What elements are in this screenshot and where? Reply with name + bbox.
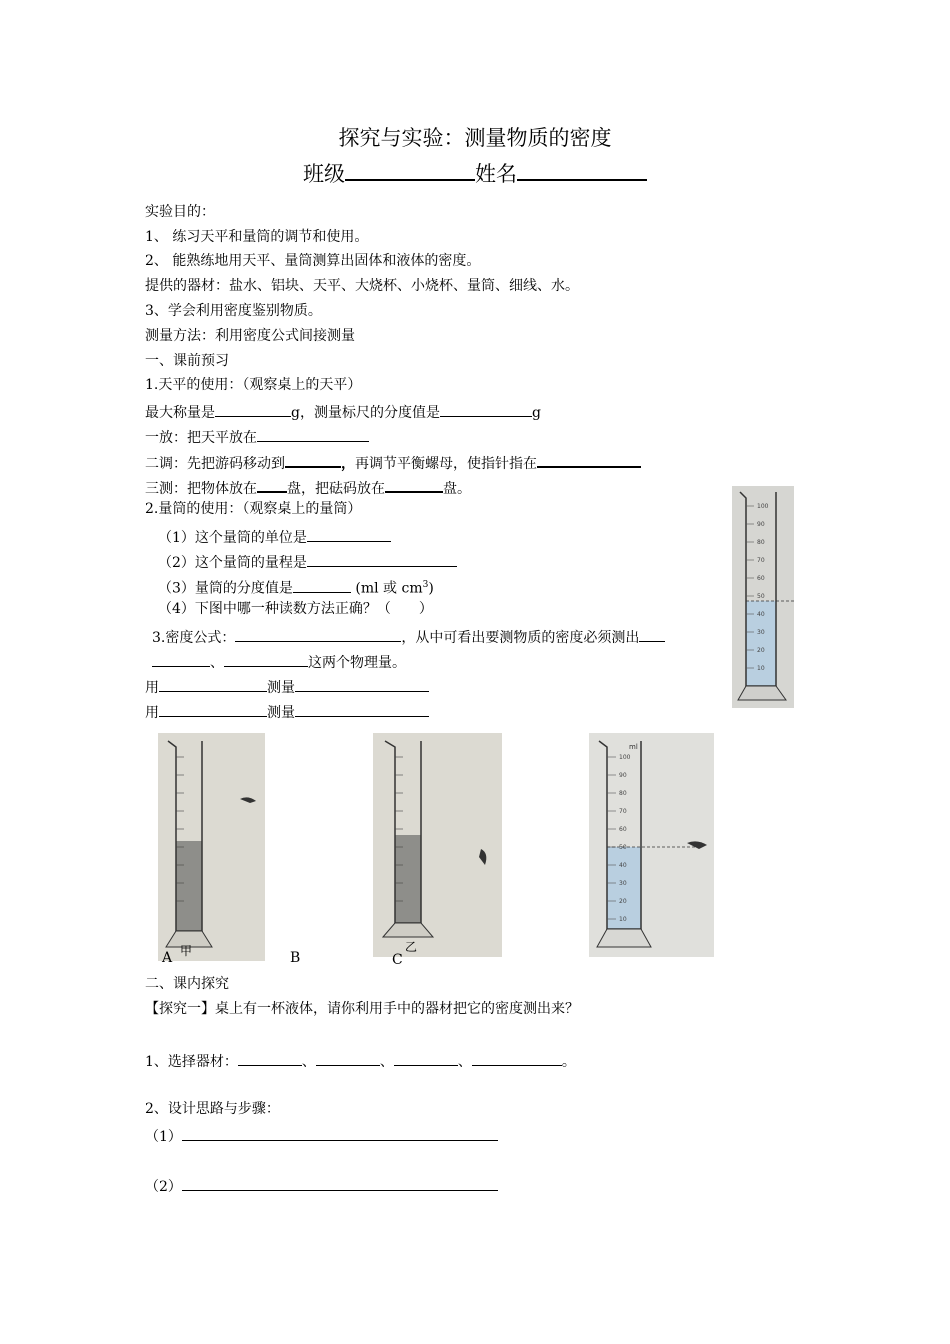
tick-label: 50: [619, 844, 627, 851]
cylinder-usage: 2.量筒的使用：（观察桌上的量筒）: [145, 501, 362, 517]
tick-label: 90: [757, 521, 765, 528]
equipment-blank-4[interactable]: [472, 1050, 562, 1066]
cylinder-figure-a: [158, 733, 265, 961]
use-label-1: 用: [145, 680, 159, 696]
figure-label-a: A: [162, 950, 173, 966]
objective-heading: 实验目的：: [145, 204, 215, 220]
figure-label-b: B: [290, 950, 301, 966]
tick-label: 80: [619, 790, 627, 797]
class-name-line: [0, 158, 950, 188]
choose-equipment-line: [145, 1050, 576, 1071]
superscript-3: 3: [422, 580, 429, 590]
tick-label: 40: [757, 611, 765, 618]
tick-label: 100: [757, 503, 769, 510]
step-2-label: （2）: [145, 1179, 182, 1195]
tick-label: 30: [757, 629, 765, 636]
quantity-measure-blank-2[interactable]: [295, 701, 429, 717]
comma: ，: [341, 456, 355, 472]
tick-label: 80: [757, 539, 765, 546]
sep-1: 、: [301, 1054, 316, 1070]
q-unit-blank[interactable]: [307, 526, 391, 542]
page-title: 探究与实验：测量物质的密度: [338, 126, 612, 150]
pan-suffix: 盘。: [443, 481, 471, 497]
quantities-suffix: 这两个物理量。: [308, 655, 406, 671]
name-label: 姓名: [475, 162, 517, 186]
tool-blank-2[interactable]: [159, 701, 267, 717]
tick-label: 50: [757, 593, 765, 600]
step-adjust-label: 二调：先把游码移动到: [145, 456, 285, 472]
object-pan-blank[interactable]: [257, 476, 287, 493]
class-label: 班级: [303, 162, 345, 186]
tick-label: 60: [619, 826, 627, 833]
use-label-2: 用: [145, 705, 159, 721]
tick-label: 90: [619, 772, 627, 779]
tick-label: 100: [619, 754, 631, 761]
density-formula-blank[interactable]: [235, 626, 401, 642]
step-adjust-line: [145, 451, 641, 473]
objective-3: 3、学会利用密度鉴别物质。: [145, 303, 322, 319]
cylinder-figure-c: [589, 733, 714, 957]
unit-ml: ml: [629, 743, 638, 751]
section-preview: 一、课前预习: [145, 353, 229, 369]
tick-label: 10: [619, 916, 627, 923]
q-division-close: ): [428, 580, 434, 597]
choose-equipment-label: 1、选择器材：: [145, 1054, 238, 1070]
tick-label: 40: [619, 862, 627, 869]
char-yi: 乙: [405, 940, 418, 954]
method: 测量方法：利用密度公式间接测量: [145, 328, 355, 344]
step-measure-label: 三测：把物体放在: [145, 481, 257, 497]
step-1-line: [145, 1125, 498, 1146]
quantity-blank-1a[interactable]: [639, 626, 665, 642]
q-reading-method: （4）下图中哪一种读数方法正确？（ ）: [158, 601, 433, 617]
tick-label: 20: [619, 898, 627, 905]
step-adjust-blank-1[interactable]: [285, 451, 341, 468]
quantity-sep: 、: [210, 655, 224, 671]
equipment-list: 提供的器材：盐水、铝块、天平、大烧杯、小烧杯、量筒、细线、水。: [145, 278, 579, 294]
q-unit-line: [158, 526, 391, 547]
step-1-blank[interactable]: [182, 1125, 498, 1141]
q-range-label: （2）这个量筒的量程是: [158, 555, 307, 571]
max-capacity-line: [145, 401, 541, 422]
tick-label: 10: [757, 665, 765, 672]
char-jia: 甲: [180, 944, 193, 958]
cylinder-figure-b: [373, 733, 502, 957]
density-formula-line: [152, 626, 665, 647]
weight-pan-label: 盘，把砝码放在: [287, 481, 385, 497]
quantity-blank-1b[interactable]: [152, 651, 210, 667]
max-capacity-blank[interactable]: [215, 401, 291, 417]
sep-2: 、: [379, 1054, 394, 1070]
step-adjust-label-2: 再调节平衡螺母，使指针指在: [355, 456, 537, 472]
max-capacity-label: 最大称量是: [145, 405, 215, 421]
explore-one-prompt: 【探究一】桌上有一杯液体，请你利用手中的器材把它的密度测出来？: [145, 1001, 579, 1017]
period: 。: [561, 1054, 576, 1070]
q-unit-label: （1）这个量筒的单位是: [158, 530, 307, 546]
division-blank[interactable]: [440, 401, 532, 417]
tick-label: 20: [757, 647, 765, 654]
tick-label: 70: [619, 808, 627, 815]
quantities-line: [152, 651, 406, 672]
name-blank[interactable]: [517, 159, 647, 181]
cylinder-figure-right: [732, 486, 794, 708]
step-1-label: （1）: [145, 1129, 182, 1145]
balance-usage: 1.天平的使用：（观察桌上的天平）: [145, 377, 362, 393]
tick-label: 70: [757, 557, 765, 564]
q-division-blank[interactable]: [293, 577, 351, 593]
tick-label: 60: [757, 575, 765, 582]
q-range-blank[interactable]: [307, 551, 457, 567]
step-2-blank[interactable]: [182, 1175, 498, 1191]
q-range-line: [158, 551, 457, 572]
objective-1: 1、 练习天平和量筒的调节和使用。: [145, 229, 369, 245]
density-formula-label: 3.密度公式：: [152, 630, 236, 646]
objective-2: 2、 能熟练地用天平、量筒测算出固体和液体的密度。: [145, 253, 481, 269]
equipment-blank-3[interactable]: [394, 1050, 458, 1066]
tool-blank-1[interactable]: [159, 676, 267, 692]
step-place-blank[interactable]: [257, 426, 369, 442]
section-explore: 二、课内探究: [145, 976, 229, 992]
design-steps-heading: 2、设计思路与步骤：: [145, 1101, 280, 1117]
tick-label: 30: [619, 880, 627, 887]
sep-3: 、: [457, 1054, 472, 1070]
q-division-line: [158, 576, 434, 598]
measure-label-1: 测量: [267, 680, 295, 696]
step-place-label: 一放：把天平放在: [145, 430, 257, 446]
q-division-label: （3）量筒的分度值是: [158, 580, 293, 597]
q-division-unit: (ml 或 cm: [350, 580, 423, 597]
division-label: g，测量标尺的分度值是: [291, 405, 440, 421]
equipment-blank-2[interactable]: [316, 1050, 380, 1066]
step-2-line: [145, 1175, 498, 1196]
figure-label-c: C: [392, 952, 403, 968]
step-adjust-blank-2[interactable]: [537, 451, 641, 468]
unit-g: g: [531, 405, 541, 421]
use-measure-line-1: [145, 676, 429, 697]
step-place-line: [145, 426, 369, 447]
quantity-measure-blank-1[interactable]: [295, 676, 429, 692]
use-measure-line-2: [145, 701, 429, 722]
quantity-blank-2[interactable]: [224, 651, 308, 667]
equipment-blank-1[interactable]: [238, 1050, 302, 1066]
density-need-label: ，从中可看出要测物质的密度必须测出: [401, 630, 640, 646]
weight-pan-blank[interactable]: [385, 476, 443, 493]
measure-label-2: 测量: [267, 705, 295, 721]
class-blank[interactable]: [345, 159, 475, 181]
step-measure-line: [145, 476, 471, 498]
